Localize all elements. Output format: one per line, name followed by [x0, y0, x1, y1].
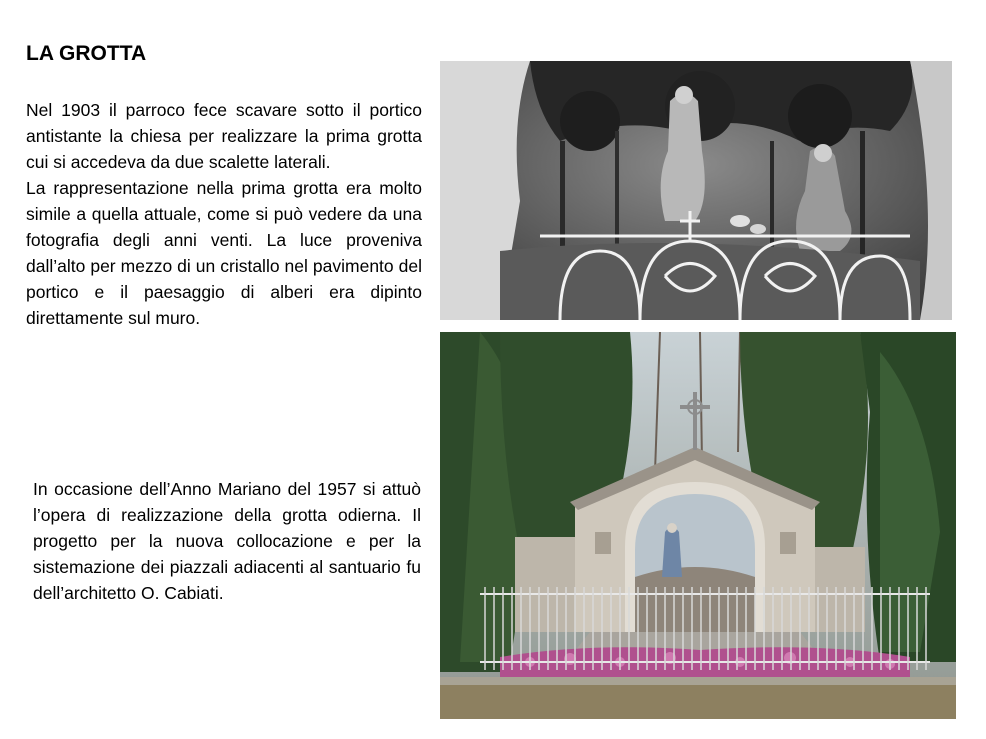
modern-grotto-photo [440, 332, 956, 719]
page-title: LA GROTTA [26, 42, 147, 65]
historic-grotto-photo [440, 61, 952, 320]
paragraph-1903-excavation: Nel 1903 il parroco fece scavare sotto il portico antistante la chiesa per realizzare la prima grotta cui si accedeva da due scalette laterali. [26, 100, 422, 172]
paragraph-first-grotto: La rappresentazione nella prima grotta era molto simile a quella attuale, come si può vedere da una fotografia degli anni venti. La luce proveniva dall’alto per mezzo di un cristallo nel pavimento del portico e il paesaggio di alberi era dipinto direttamente sul muro. [26, 178, 422, 328]
paragraph-1957-grotto: In occasione dell’Anno Mariano del 1957 si attuò l’opera di realizzazione della grotta odierna. Il progetto per la nuova collocazione e per la sistemazione dei piazzali adiacenti al santuario fu dell’architetto O. Cabiati. [33, 479, 421, 603]
history-text [26, 97, 422, 331]
